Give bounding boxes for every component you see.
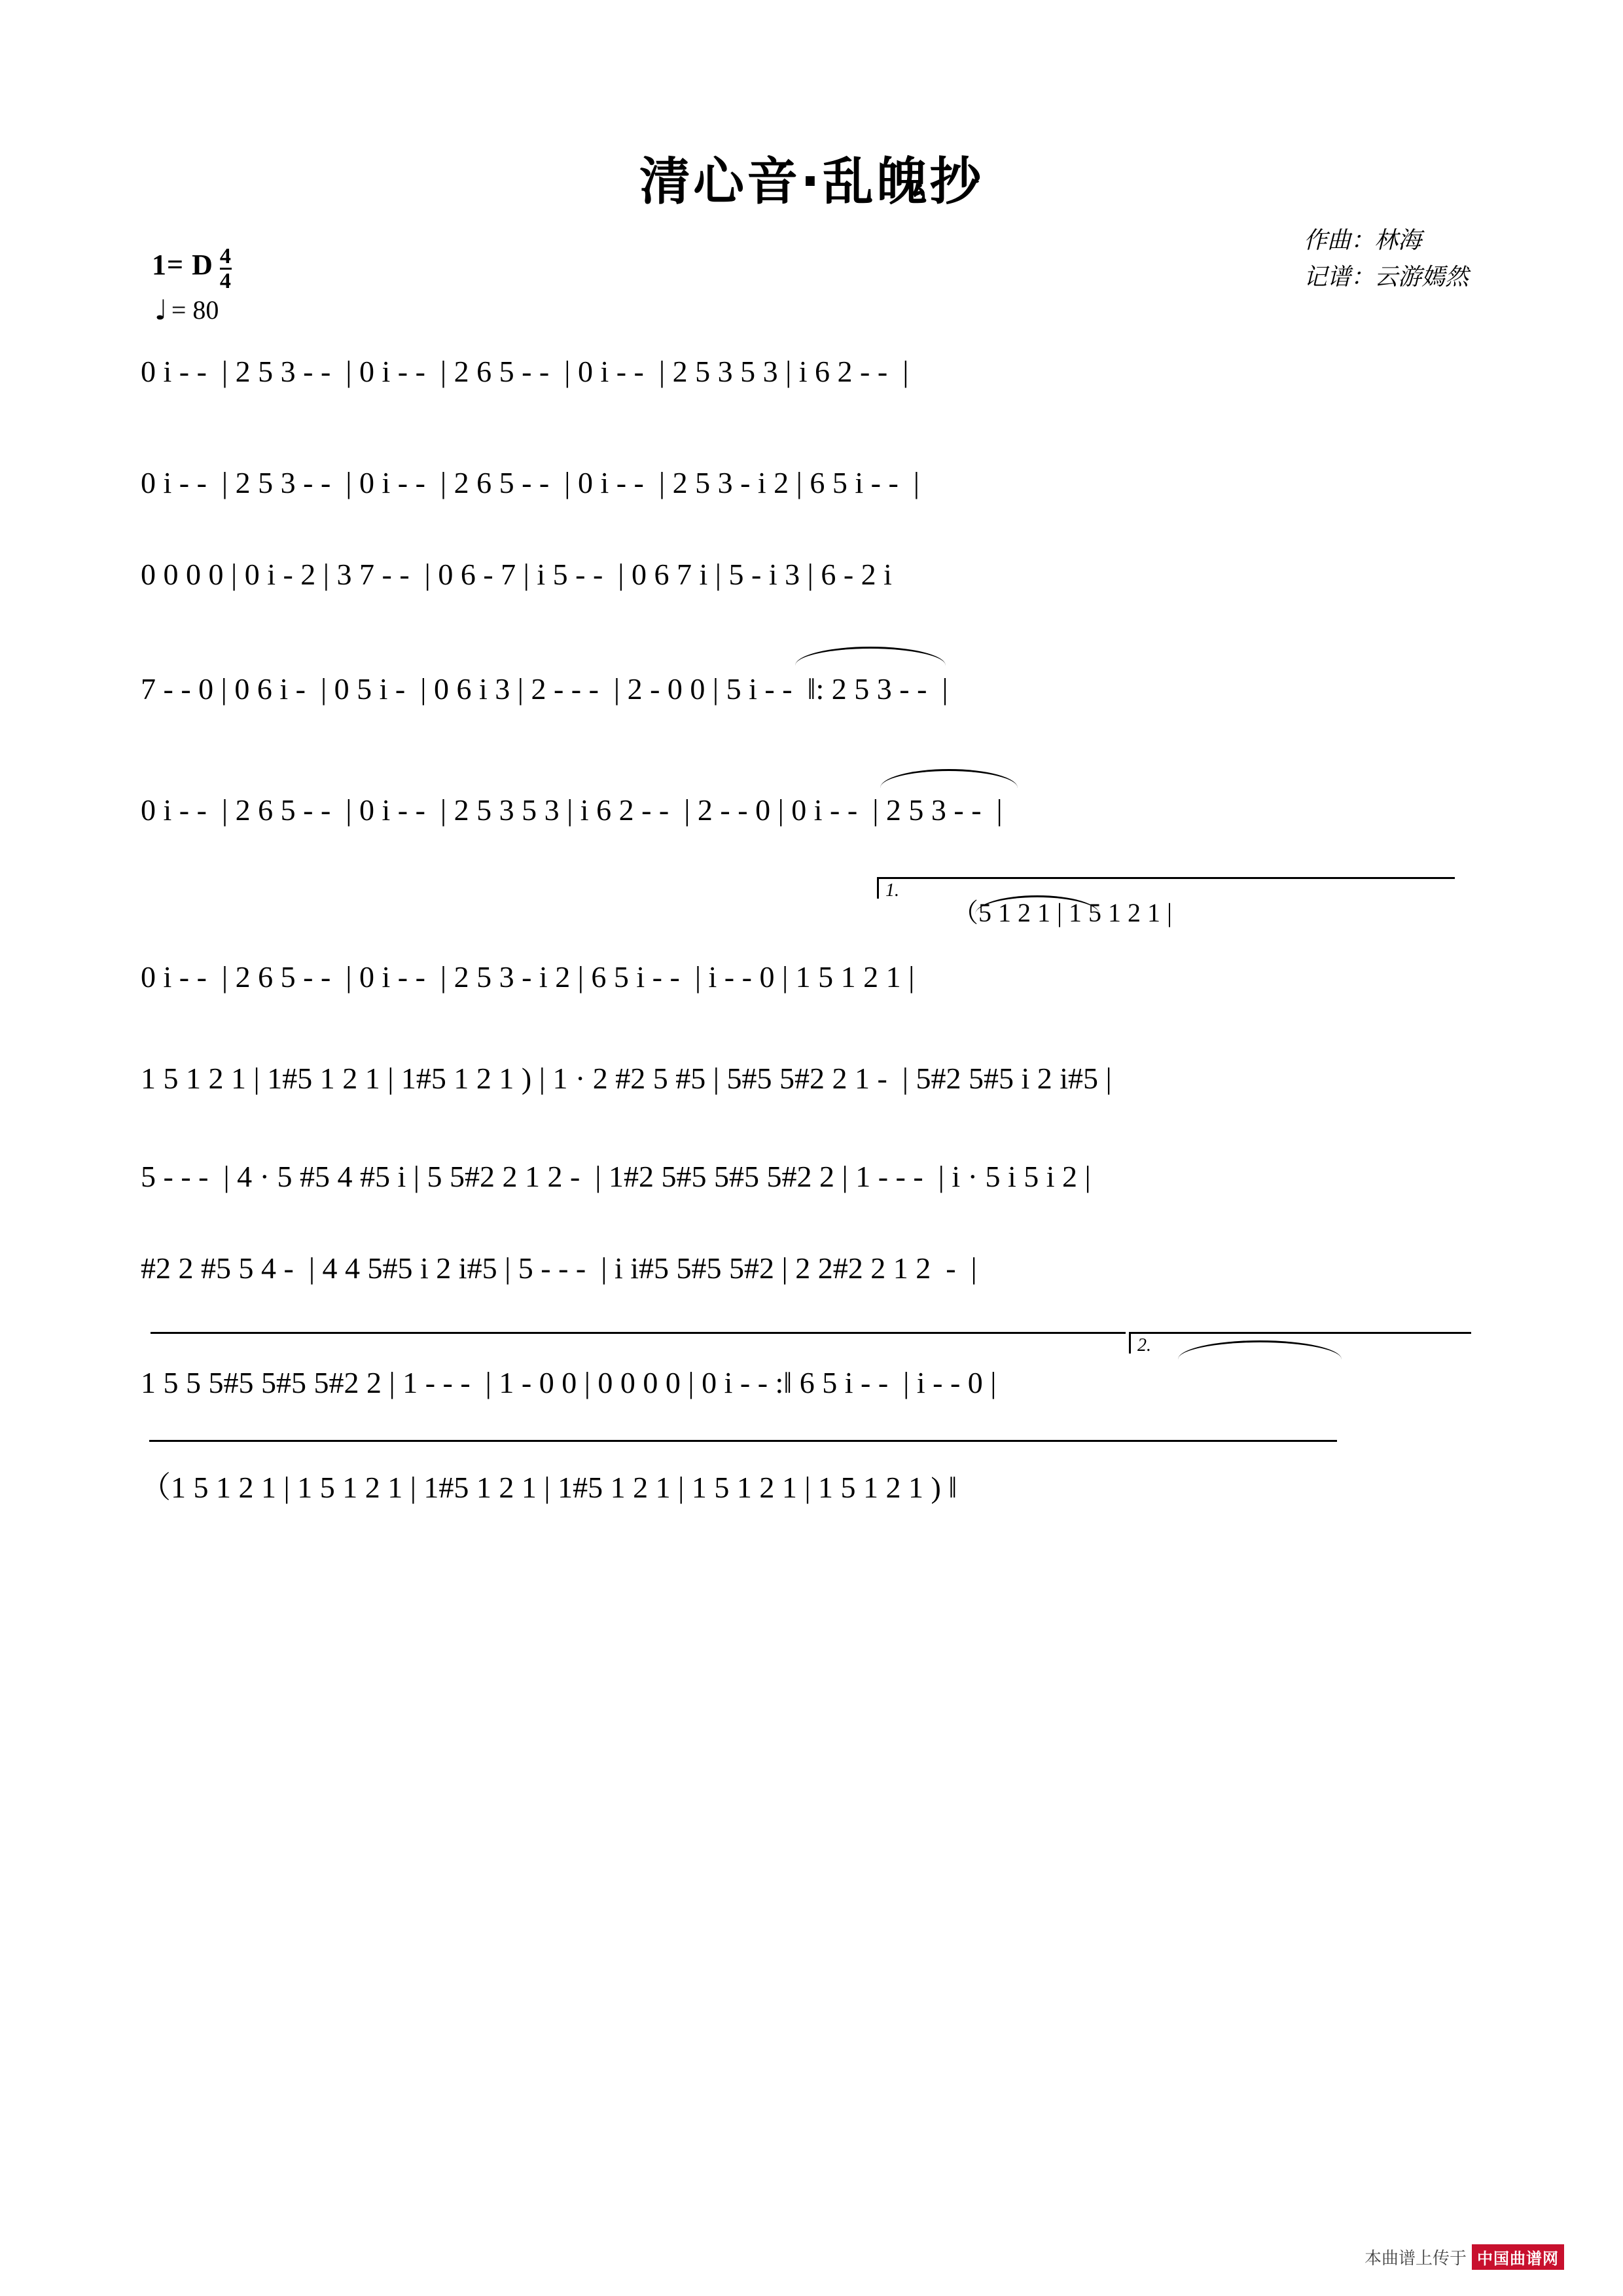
volta-bracket-1 — [877, 877, 1455, 899]
time-numerator: 4 — [219, 244, 232, 268]
music-row-9: #2 2 #5 5 4 - | 4 4 5#5 i 2 i#5 | 5 - - - | i i#5 5#5 5#2 | 2 2#2 2 1 2 - | — [141, 1251, 977, 1285]
page-title: 清心音·乱魄抄 — [639, 152, 984, 211]
music-row-2: 0 i - - | 2 5 3 - - | 0 i - - | 2 6 5 - - | 0 i - - | 2 5 3 - i 2 | 6 5 i - - | — [141, 466, 920, 499]
tempo-value: = 80 — [171, 295, 219, 325]
credits — [1304, 223, 1469, 296]
quarter-note-icon: ♩ — [154, 293, 168, 326]
footer-text: 本曲谱上传于 — [1364, 2249, 1467, 2269]
volta-label-2: 2. — [1137, 1335, 1151, 1355]
music-row-6: 0 i - - | 2 6 5 - - | 0 i - - | 2 5 3 - i 2 | 6 5 i - - | i - - 0 | 1 5 1 2 1 | — [141, 960, 915, 994]
music-row-3: 0 0 0 0 | 0 i - 2 | 3 7 - - | 0 6 - 7 | i 5 - - | 0 6 7 i | 5 - i 3 | 6 - 2 i — [141, 558, 892, 591]
key-label: 1= D — [152, 249, 213, 281]
slur-1 — [795, 647, 946, 666]
volta-label-1: 1. — [885, 880, 899, 901]
volta-continuation-line — [151, 1332, 1126, 1354]
music-row-11: （1 5 1 2 1 | 1 5 1 2 1 | 1#5 1 2 1 | 1#5 1 2 1 | 1 5 1 2 1 | 1 5 1 2 1 ) ‖ — [141, 1471, 957, 1504]
transcriber: 记谱：云游嫣然 — [1303, 263, 1469, 291]
music-row-6-bracket: （5 1 2 1 | 1 5 1 2 1 | — [952, 898, 1173, 927]
site-logo: 中国曲谱网 — [1472, 2244, 1564, 2270]
music-row-1: 0 i - - | 2 5 3 - - | 0 i - - | 2 6 5 - - | 0 i - - | 2 5 3 5 3 | i 6 2 - - | — [141, 355, 909, 388]
music-row-8: 5 - - - | 4 · 5 #5 4 #5 i | 5 5#2 2 1 2 - | 1#2 5#5 5#5 5#2 2 | 1 - - - | i · 5 i 5 i 2 | — [141, 1160, 1091, 1193]
music-row-7: 1 5 1 2 1 | 1#5 1 2 1 | 1#5 1 2 1 ) | 1 · 2 #2 5 #5 | 5#5 5#2 2 1 - | 5#2 5#5 i 2 i#5 | — [141, 1062, 1112, 1095]
key-signature — [152, 245, 232, 293]
music-row-4: 7 - - 0 | 0 6 i - | 0 5 i - | 0 6 i 3 | 2 - - - | 2 - 0 0 | 5 i - - ‖: 2 5 3 - - | — [141, 672, 948, 706]
time-signature — [220, 245, 232, 293]
footer-watermark — [1364, 2244, 1564, 2270]
time-denominator: 4 — [219, 269, 232, 293]
coda-bracket-line — [149, 1440, 1337, 1462]
slur-2 — [880, 769, 1018, 788]
music-row-10: 1 5 5 5#5 5#5 5#2 2 | 1 - - - | 1 - 0 0 | 0 0 0 0 | 0 i - - :‖ 6 5 i - - | i - - 0 | — [141, 1366, 997, 1399]
tempo-marking — [154, 295, 219, 325]
composer: 作曲：林海 — [1303, 227, 1421, 254]
music-row-5: 0 i - - | 2 6 5 - - | 0 i - - | 2 5 3 5 3 | i 6 2 - - | 2 - - 0 | 0 i - - | 2 5 3 - - | — [141, 793, 1003, 827]
